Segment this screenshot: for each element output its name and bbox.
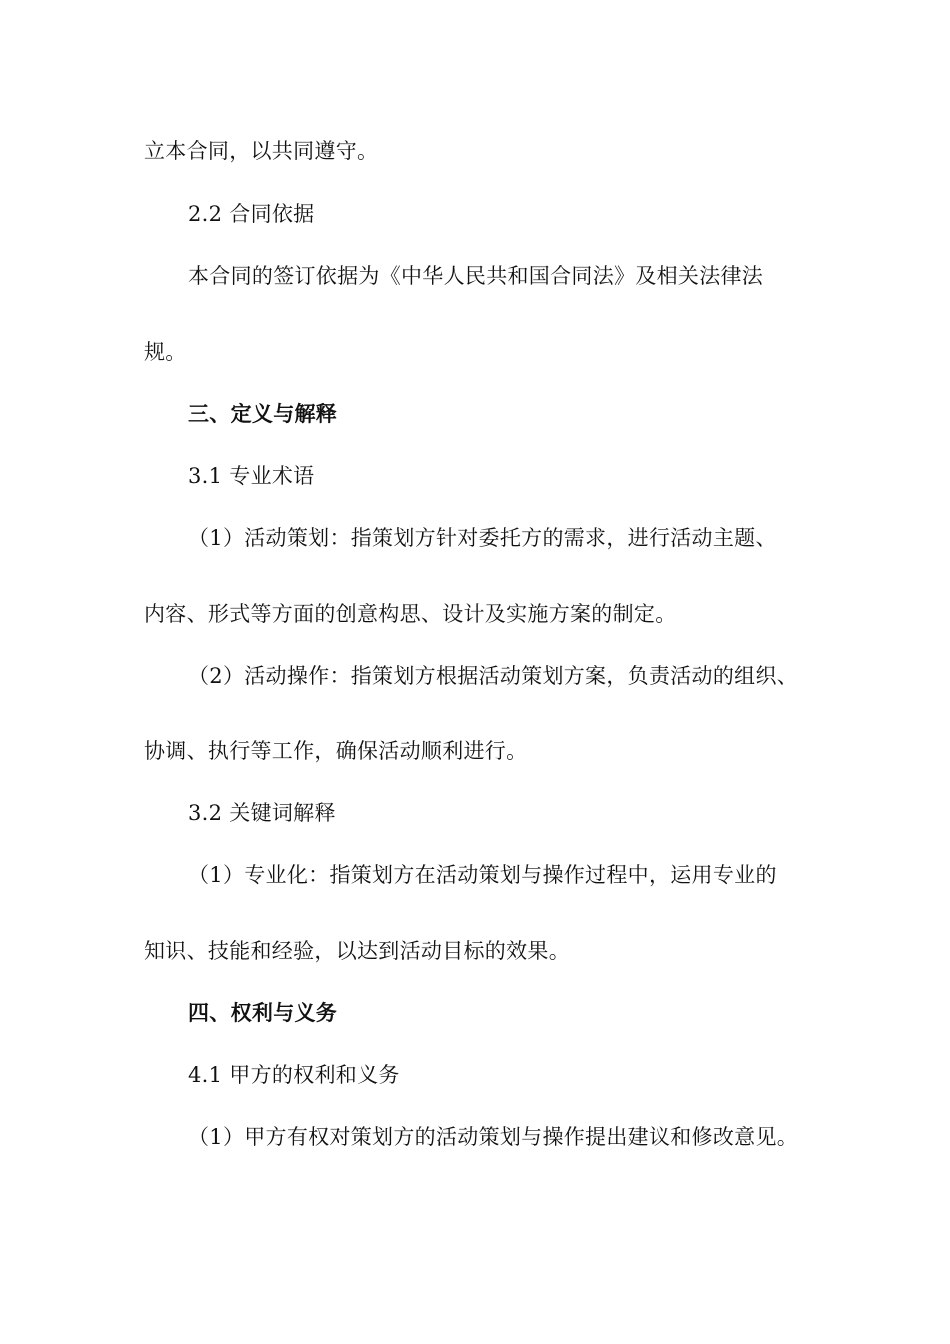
subsection-heading-3-1: 3.1 专业术语: [188, 464, 315, 488]
party-a-rights-item-1: （1）甲方有权对策划方的活动策划与操作提出建议和修改意见。: [188, 1125, 799, 1149]
keyword-item-1-continued: 知识、技能和经验，以达到活动目标的效果。: [144, 939, 570, 963]
paragraph-continuation: 立本合同，以共同遵守。: [144, 139, 379, 163]
paragraph-contract-basis-continued: 规。: [144, 340, 187, 364]
definition-item-1: （1）活动策划：指策划方针对委托方的需求，进行活动主题、: [188, 526, 777, 550]
subsection-heading-4-1: 4.1 甲方的权利和义务: [188, 1063, 400, 1087]
keyword-item-1: （1）专业化：指策划方在活动策划与操作过程中，运用专业的: [188, 863, 777, 887]
definition-item-2-continued: 协调、执行等工作，确保活动顺利进行。: [144, 739, 528, 763]
subsection-heading-2-2: 2.2 合同依据: [188, 202, 315, 226]
section-heading-4: 四、权利与义务: [188, 1000, 338, 1025]
definition-item-2: （2）活动操作：指策划方根据活动策划方案，负责活动的组织、: [188, 664, 799, 688]
definition-item-1-continued: 内容、形式等方面的创意构思、设计及实施方案的制定。: [144, 602, 677, 626]
paragraph-contract-basis: 本合同的签订依据为《中华人民共和国合同法》及相关法律法: [188, 264, 764, 288]
subsection-heading-3-2: 3.2 关键词解释: [188, 801, 336, 825]
section-heading-3: 三、定义与解释: [188, 401, 338, 426]
